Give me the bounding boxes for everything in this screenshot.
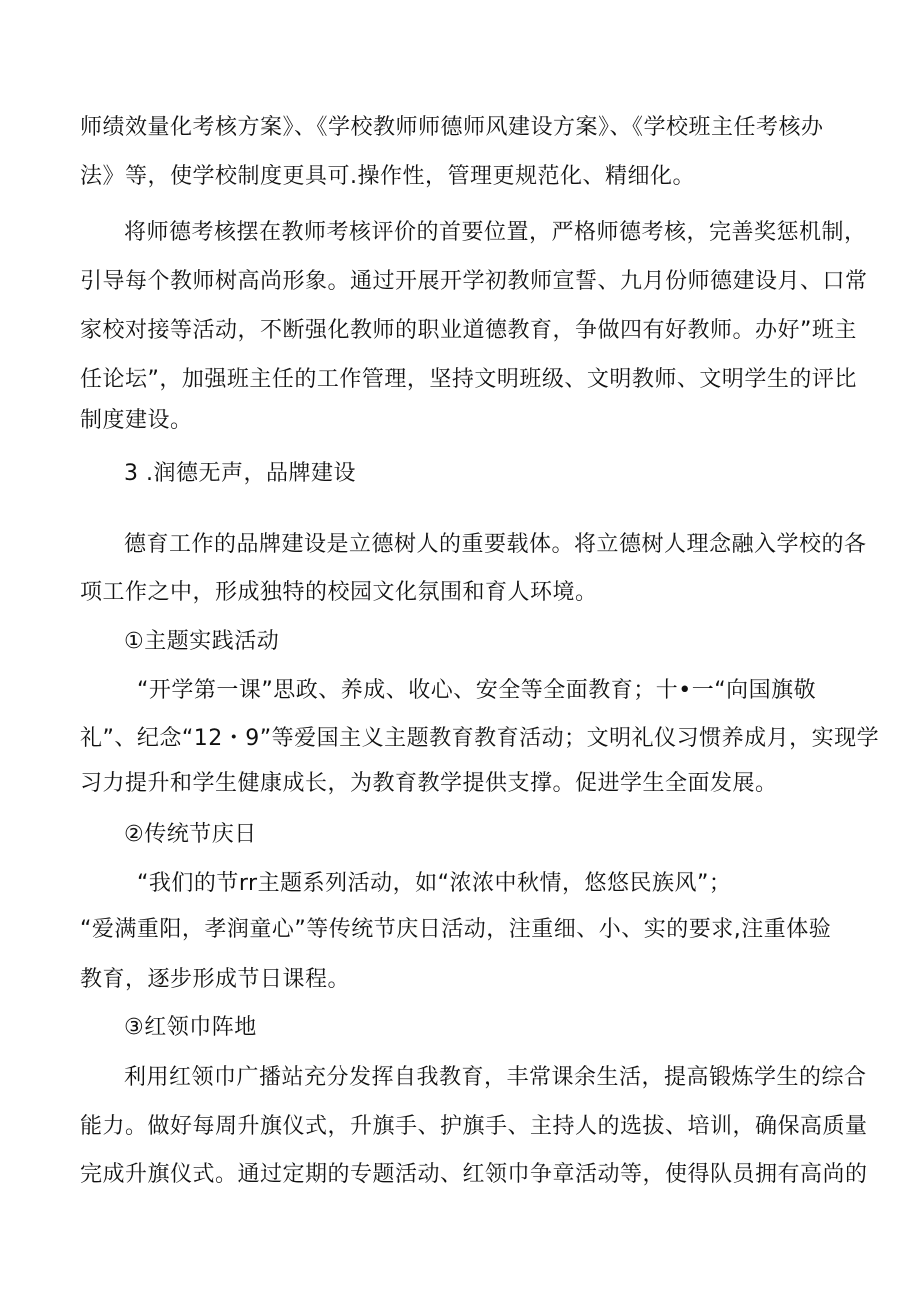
paragraph-3-line-1: 德育工作的品牌建设是立德树人的重要载体。将立德树人理念融入学校的各 bbox=[124, 532, 867, 557]
paragraph-6-line-1: 利用红领巾广播站充分发挥自我教育，丰常课余生活，提高锻炼学生的综合 bbox=[124, 1065, 867, 1090]
subheading-theme-practice: ①主题实践活动 bbox=[124, 629, 280, 654]
paragraph-5-line-1: “我们的节rr主题系列活动，如“浓浓中秋情，悠悠民族风”； bbox=[137, 871, 732, 896]
paragraph-2-line-3: 家校对接等活动，不断强化教师的职业道德教育，争做四有好教师。办好”班主 bbox=[80, 318, 857, 343]
paragraph-1-line-1: 师绩效量化考核方案》、《学校教师师德师风建设方案》、《学校班主任考核办 bbox=[80, 115, 824, 140]
paragraph-4-line-2: 礼”、纪念“12・9”等爱国主义主题教育教育活动；文明礼仪习惯养成月，实现学 bbox=[80, 726, 880, 751]
paragraph-2-line-2: 引导每个教师树高尚形象。通过开展开学初教师宣誓、九月份师德建设月、口常 bbox=[80, 269, 868, 294]
paragraph-5-line-3: 教育，逐步形成节日课程。 bbox=[80, 967, 351, 992]
paragraph-2-line-5: 制度建设。 bbox=[80, 408, 193, 433]
paragraph-6-line-3: 完成升旗仪式。通过定期的专题活动、红领巾争章活动等，使得队员拥有高尚的 bbox=[80, 1162, 868, 1187]
section-3-heading: 3 .润德无声，品牌建设 bbox=[124, 461, 356, 486]
paragraph-1-line-2: 法》等，使学校制度更具可.操作性，管理更规范化、精细化。 bbox=[80, 164, 695, 189]
paragraph-5-line-2: “爱满重阳，孝润童心”等传统节庆日活动，注重细、小、实的要求,注重体验 bbox=[80, 917, 832, 942]
subheading-red-scarf: ③红领巾阵地 bbox=[124, 1015, 257, 1040]
paragraph-4-line-1: “开学第一课”思政、养成、收心、安全等全面教育；十•一“向国旗敬 bbox=[137, 678, 817, 703]
paragraph-4-line-3: 习力提升和学生健康成长，为教育教学提供支撑。促进学生全面发展。 bbox=[80, 771, 778, 796]
paragraph-2-line-4: 任论坛”，加强班主任的工作管理，坚持文明班级、文明教师、文明学生的评比 bbox=[80, 367, 857, 392]
paragraph-2-line-1: 将师德考核摆在教师考核评价的首要位置，严格师德考核，完善奖惩机制， bbox=[124, 220, 867, 245]
paragraph-6-line-2: 能力。做好每周升旗仪式，升旗手、护旗手、主持人的选拔、培训，确保高质量 bbox=[80, 1114, 868, 1139]
subheading-traditional-festivals: ②传统节庆日 bbox=[124, 822, 257, 847]
paragraph-3-line-2: 项工作之中，形成独特的校园文化氛围和育人环境。 bbox=[80, 580, 598, 605]
